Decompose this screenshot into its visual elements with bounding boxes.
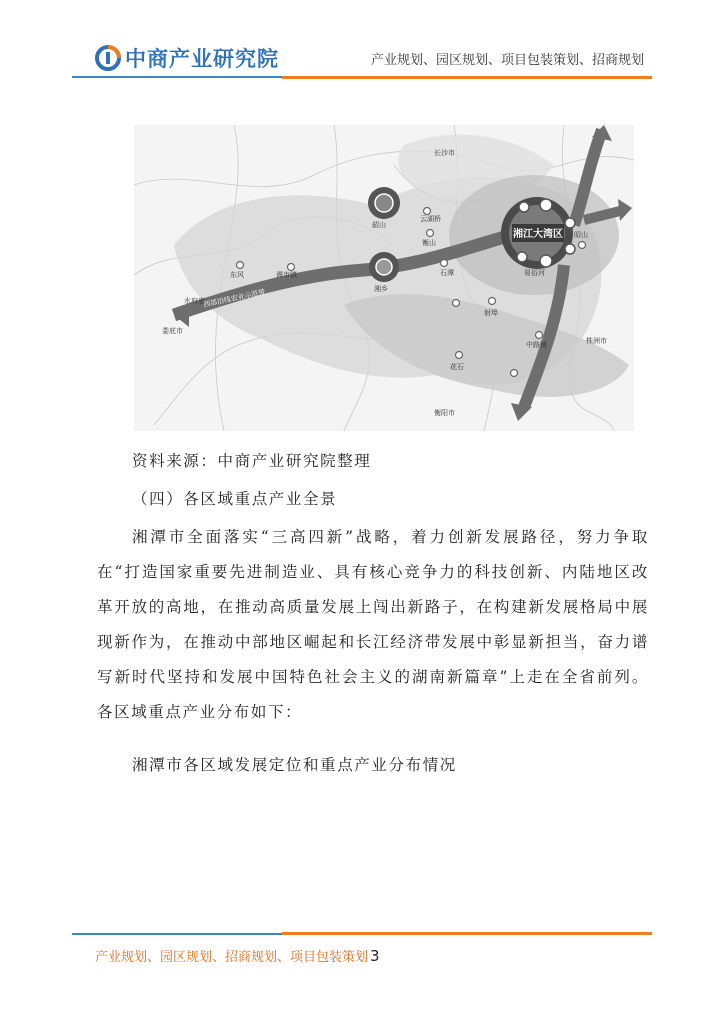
header-tagline: 产业规划、园区规划、项目包装策划、招商规划 xyxy=(370,53,644,68)
map-label-xiangxiang: 湘乡 xyxy=(374,285,388,293)
map-label-shigu: 射埠 xyxy=(484,309,498,317)
logo-mark-icon xyxy=(95,45,121,71)
brand-logo xyxy=(95,43,279,73)
map-label-tanshi: 谭市镇 xyxy=(276,271,297,279)
figure-source-caption: 资料来源：中商产业研究院整理 xyxy=(132,452,372,470)
header-divider-blue xyxy=(72,76,282,78)
map-label-changsha: 长沙市 xyxy=(434,149,455,157)
page-footer xyxy=(95,946,380,965)
map-label-shuifu: 水府庙 xyxy=(184,297,205,305)
header-divider-orange xyxy=(282,76,652,79)
footer-tagline: 产业规划、园区规划、招商规划、项目包装策划 xyxy=(95,950,369,965)
map-label-corridor-west: 西部沿线农业示范带 xyxy=(202,288,267,309)
map-label-yunhu: 云湖桥 xyxy=(420,215,441,223)
map-label-hengshan: 衡山 xyxy=(422,239,436,247)
map-label-huashi: 花石 xyxy=(450,363,464,371)
map-label-shitan: 石潭 xyxy=(440,269,454,277)
body-paragraph: 湘潭市全面落实“三高四新”战略，着力创新发展路径，努力争取在“打造国家重要先进制造业、具有核心竞争力的科技创新、内陆地区改革开放的高地，在推动高质量发展上闯出新路子，在构建新发展格局中展现新作为，在推动中部地区崛起和长江经济带发展中彰显新担当，奋力谱写新时代坚持和发展中国特色社会主义的湖南新篇章”上走在全省前列。各区域重点产业分布如下： xyxy=(97,528,649,721)
section-heading: （四）各区域重点产业全景 xyxy=(132,490,338,508)
page-number: 3 xyxy=(370,947,380,965)
table-title: 湘潭市各区域发展定位和重点产业分布情况 xyxy=(132,756,457,774)
logo-text: 中商产业研究院 xyxy=(125,47,279,71)
map-label-shaoshan: 韶山 xyxy=(372,221,386,229)
map-label-dongfeng: 东风 xyxy=(230,271,244,279)
map-label-loudi: 娄底市 xyxy=(162,327,183,335)
map-label-zhaoshan: 昭山 xyxy=(574,231,588,239)
footer-divider-orange xyxy=(282,932,652,935)
map-label-jiangdawan: 湘江大湾区 xyxy=(513,229,563,240)
map-label-zhongbu: 中路铺 xyxy=(526,341,547,349)
regional-map-figure xyxy=(134,125,634,431)
page-header xyxy=(0,0,724,90)
map-label-hengyang: 衡阳市 xyxy=(434,409,455,417)
map-label-zhuzhou: 株洲市 xyxy=(586,337,607,345)
footer-divider-blue xyxy=(72,933,282,935)
map-label-yanhe: 易俗河 xyxy=(524,269,545,277)
